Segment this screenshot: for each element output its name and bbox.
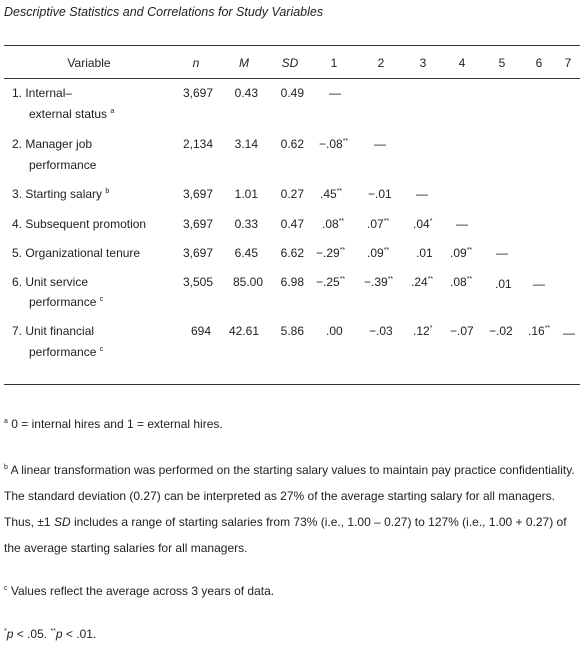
row-7-c3: .12* xyxy=(413,324,433,338)
table-title: Descriptive Statistics and Correlations for Study Variables xyxy=(4,5,324,19)
row-7-label: 7. Unit financial xyxy=(12,324,95,338)
row-4-label: 4. Subsequent promotion xyxy=(12,217,147,231)
row-5-c1: −.29** xyxy=(316,246,346,260)
row-3-sd: 0.27 xyxy=(280,187,304,201)
row-7-c1: .00 xyxy=(326,324,343,338)
row-3-c1: .45** xyxy=(320,187,343,201)
row-6-label: 6. Unit service xyxy=(12,275,89,289)
row-6-c1: −.25** xyxy=(316,275,346,289)
row-1-n: 3,697 xyxy=(182,86,213,100)
row-7-c7: — xyxy=(563,326,575,340)
row-5-n: 3,697 xyxy=(182,246,213,260)
row-3-c2: −.01 xyxy=(368,187,392,201)
header-sd: SD xyxy=(281,56,299,70)
header-col-3: 3 xyxy=(419,56,427,70)
header-rule xyxy=(4,78,580,79)
top-rule xyxy=(4,45,580,46)
note-a: $^a$ 0 = internal hires and 1 = external hires. xyxy=(4,417,223,431)
row-5-c4: .09** xyxy=(450,246,473,260)
row-6-label-line2: performance $^c$ xyxy=(29,295,104,309)
row-7-label-line2: performance $^c$ xyxy=(29,345,104,359)
row-4-c4: — xyxy=(456,217,468,231)
row-7-c6: .16** xyxy=(528,324,551,338)
row-3-label: 3. Starting salary $^b$ xyxy=(12,187,110,201)
row-7-c2: −.03 xyxy=(369,324,393,338)
row-7-c4: −.07 xyxy=(450,324,474,338)
row-1-label-line2: external status $^a$ xyxy=(29,107,115,121)
row-6-m: 85.00 xyxy=(232,275,263,289)
row-6-c4: .08** xyxy=(450,275,473,289)
row-4-c2: .07** xyxy=(367,217,390,231)
header-col-4: 4 xyxy=(458,56,466,70)
header-col-2: 2 xyxy=(377,56,385,70)
row-7-c5: −.02 xyxy=(489,324,513,338)
row-7-m: 42.61 xyxy=(228,324,259,338)
note-b: $^b$ A linear transformation was performed on the starting salary values to maintain pay practice confidentiality. The standard deviation (0.27) can be interpreted as 27% of the average starting salary for all managers. Thus, ±1 SD includes a range of starting salaries from 73% (i.e., 1.00 – 0.27) to 127% (i.e., 1.00 + 0.27) of the average starting salaries for all managers. xyxy=(4,463,575,555)
row-6-sd: 6.98 xyxy=(280,275,304,289)
row-7-n: 694 xyxy=(190,324,211,338)
row-2-label: 2. Manager job xyxy=(12,137,93,151)
row-3-c3: — xyxy=(416,187,428,201)
header-variable: Variable xyxy=(67,56,111,70)
row-6-c6: — xyxy=(533,277,545,291)
header-col-6: 6 xyxy=(535,56,543,70)
bottom-rule xyxy=(4,384,580,385)
row-4-c1: .08** xyxy=(322,217,345,231)
row-2-c1: −.08** xyxy=(319,137,349,151)
row-6-c5: .01 xyxy=(495,277,512,291)
header-col-7: 7 xyxy=(564,56,572,70)
note-p-values: *p < .05. **p < .01. xyxy=(4,627,97,641)
row-6-n: 3,505 xyxy=(182,275,213,289)
note-c: $^c$ Values reflect the average across 3 years of data. xyxy=(4,584,275,598)
row-5-c5: — xyxy=(496,246,508,260)
header-col-1: 1 xyxy=(330,56,338,70)
row-1-m: 0.43 xyxy=(234,86,258,100)
row-7-sd: 5.86 xyxy=(280,324,304,338)
row-2-n: 2,134 xyxy=(182,137,213,151)
row-5-m: 6.45 xyxy=(234,246,258,260)
header-n: n xyxy=(192,56,200,70)
row-5-c2: .09** xyxy=(367,246,390,260)
header-col-5: 5 xyxy=(498,56,506,70)
row-3-n: 3,697 xyxy=(182,187,213,201)
row-6-c2: −.39** xyxy=(364,275,394,289)
row-1-label: 1. Internal– xyxy=(12,86,73,100)
row-5-sd: 6.62 xyxy=(280,246,304,260)
row-2-m: 3.14 xyxy=(234,137,258,151)
row-5-label: 5. Organizational tenure xyxy=(12,246,141,260)
row-1-c1: — xyxy=(329,86,341,100)
row-4-sd: 0.47 xyxy=(280,217,304,231)
header-m: M xyxy=(239,56,249,70)
row-4-m: 0.33 xyxy=(234,217,258,231)
row-2-label-line2: performance xyxy=(29,158,97,172)
row-4-c3: .04* xyxy=(413,217,433,231)
row-4-n: 3,697 xyxy=(182,217,213,231)
row-1-sd: 0.49 xyxy=(280,86,304,100)
row-2-sd: 0.62 xyxy=(280,137,304,151)
row-5-c3: .01 xyxy=(416,246,433,260)
row-6-c3: .24** xyxy=(411,275,434,289)
row-2-c2: — xyxy=(374,137,386,151)
row-3-m: 1.01 xyxy=(234,187,258,201)
